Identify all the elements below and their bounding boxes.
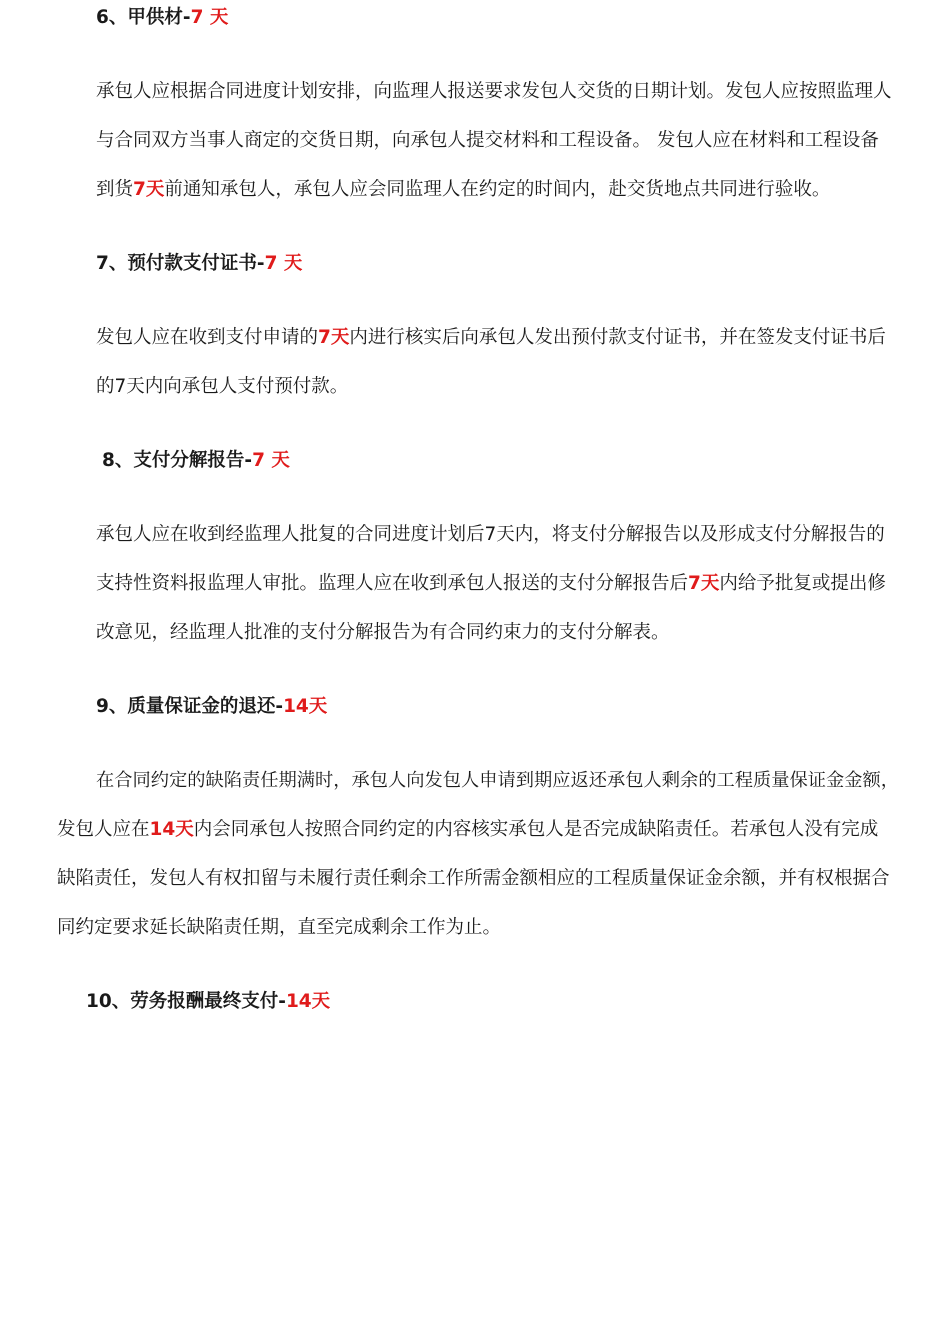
section-7-line-2: 的7天内向承包人支付预付款。	[96, 376, 349, 397]
section-7-heading-title: 7、预付款支付证书-	[96, 253, 265, 274]
text-segment: 内给予批复或提出修	[719, 573, 886, 594]
section-8-line-1: 承包人应在收到经监理人批复的合同进度计划后7天内，将支付分解报告以及形成支付分解报告的	[96, 524, 885, 545]
section-7-heading	[96, 251, 302, 277]
highlight-days: 7天	[133, 179, 165, 200]
section-8-line-3: 改意见，经监理人批准的支付分解报告为有合同约束力的支付分解表。	[96, 622, 670, 643]
section-9-line-1: 在合同约定的缺陷责任期满时，承包人向发包人申请到期应返还承包人剩余的工程质量保证金金额，	[96, 770, 899, 791]
section-6-heading	[96, 5, 228, 31]
section-8-heading-title: 8、支付分解报告-	[102, 450, 253, 471]
section-6-line-1: 承包人应根据合同进度计划安排，向监理人报送要求发包人交货的日期计划。发包人应按照监理人	[96, 81, 892, 102]
section-7-heading-days: 7 天	[264, 253, 303, 274]
text-segment: 支持性资料报监理人审批。监理人应在收到承包人报送的支付分解报告后	[96, 573, 689, 594]
section-10-heading-title: 10、劳务报酬最终支付-	[86, 991, 286, 1012]
section-8-heading	[102, 448, 290, 474]
section-9-heading	[96, 694, 327, 720]
text-segment: 内进行核实后向承包人发出预付款支付证书，并在签发支付证书后	[349, 327, 886, 348]
text-segment: 发包人应在收到支付申请的	[96, 327, 319, 348]
section-9-heading-title: 9、质量保证金的退还-	[96, 696, 284, 717]
text-segment: 到货	[96, 179, 134, 200]
section-6-heading-title: 6、甲供材-	[96, 7, 191, 28]
section-10-heading	[86, 989, 330, 1015]
section-10-heading-days: 14天	[285, 991, 331, 1012]
section-8-heading-days: 7 天	[252, 450, 290, 471]
section-7-line-1	[96, 325, 886, 351]
section-9-heading-days: 14天	[283, 696, 328, 717]
section-6-line-2: 与合同双方当事人商定的交货日期，向承包人提交材料和工程设备。 发包人应在材料和工程设备	[96, 130, 879, 151]
section-8-line-2	[96, 571, 886, 597]
section-9-line-2	[57, 817, 878, 843]
section-6-heading-days: 7 天	[190, 7, 229, 28]
text-segment: 发包人应在	[57, 819, 150, 840]
highlight-days: 7天	[688, 573, 720, 594]
text-segment: 前通知承包人，承包人应会同监理人在约定的时间内，赴交货地点共同进行验收。	[164, 179, 831, 200]
highlight-days: 14天	[149, 819, 194, 840]
section-6-line-3	[96, 177, 830, 203]
highlight-days: 7天	[318, 327, 350, 348]
section-9-line-4: 同约定要求延长缺陷责任期，直至完成剩余工作为止。	[57, 917, 502, 938]
text-segment: 内会同承包人按照合同约定的内容核实承包人是否完成缺陷责任。若承包人没有完成	[193, 819, 879, 840]
section-9-line-3: 缺陷责任，发包人有权扣留与未履行责任剩余工作所需金额相应的工程质量保证金余额，并有权根据合	[57, 868, 890, 889]
